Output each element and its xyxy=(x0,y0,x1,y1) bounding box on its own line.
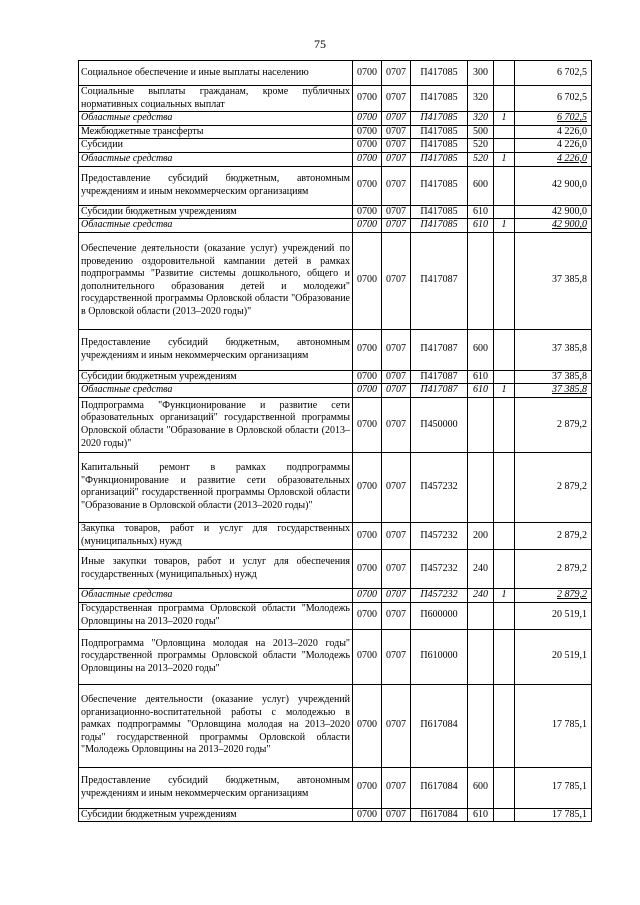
target-item-code-cell: П617084 xyxy=(411,808,468,822)
funding-source-cell xyxy=(494,329,515,370)
page-number: 75 xyxy=(314,37,326,51)
subsection-code-cell: 0707 xyxy=(382,808,411,822)
target-item-code-cell: П417085 xyxy=(411,112,468,126)
subsection-code-cell: 0707 xyxy=(382,219,411,233)
expense-type-code-cell: 240 xyxy=(468,549,494,588)
funding-source-cell xyxy=(494,549,515,588)
table-row xyxy=(79,152,592,166)
subsection-code-cell: 0707 xyxy=(382,684,411,767)
expense-type-code-cell: 520 xyxy=(468,152,494,166)
section-code-cell: 0700 xyxy=(353,152,382,166)
amount-cell: 6 702,5 xyxy=(515,112,592,126)
table-row xyxy=(79,452,592,522)
section-code-cell: 0700 xyxy=(353,205,382,219)
amount-cell: 6 702,5 xyxy=(515,86,592,112)
amount-cell: 17 785,1 xyxy=(515,767,592,808)
section-code-cell: 0700 xyxy=(353,549,382,588)
budget-table xyxy=(78,60,592,822)
amount-cell: 37 385,8 xyxy=(515,384,592,398)
expense-name-cell: Иные закупки товаров, работ и услуг для обеспечения государственных (муниципальных) нужд xyxy=(79,549,353,588)
funding-source-cell xyxy=(494,125,515,139)
subsection-code-cell: 0707 xyxy=(382,522,411,549)
section-code-cell: 0700 xyxy=(353,629,382,684)
subsection-code-cell: 0707 xyxy=(382,61,411,86)
funding-source-cell: 1 xyxy=(494,219,515,233)
table-row xyxy=(79,384,592,398)
expense-name-cell: Государственная программа Орловской области "Молодежь Орловщины на 2013–2020 годы" xyxy=(79,602,353,629)
subsection-code-cell: 0707 xyxy=(382,549,411,588)
expense-name-cell: Закупка товаров, работ и услуг для государственных (муниципальных) нужд xyxy=(79,522,353,549)
table-row xyxy=(79,808,592,822)
section-code-cell: 0700 xyxy=(353,522,382,549)
section-code-cell: 0700 xyxy=(353,384,382,398)
target-item-code-cell: П617084 xyxy=(411,684,468,767)
expense-name-cell: Предоставление субсидий бюджетным, автономным учреждениям и иным некоммерческим организациям xyxy=(79,767,353,808)
section-code-cell: 0700 xyxy=(353,397,382,452)
funding-source-cell xyxy=(494,61,515,86)
table-row xyxy=(79,549,592,588)
expense-name-cell: Предоставление субсидий бюджетным, автономным учреждениям и иным некоммерческим организациям xyxy=(79,329,353,370)
expense-type-code-cell xyxy=(468,232,494,329)
amount-cell: 4 226,0 xyxy=(515,139,592,153)
table-row xyxy=(79,397,592,452)
subsection-code-cell: 0707 xyxy=(382,166,411,205)
amount-cell: 2 879,2 xyxy=(515,452,592,522)
table-row xyxy=(79,329,592,370)
subsection-code-cell: 0707 xyxy=(382,112,411,126)
funding-source-cell: 1 xyxy=(494,112,515,126)
funding-source-cell xyxy=(494,452,515,522)
expense-name-cell: Предоставление субсидий бюджетным, автономным учреждениям и иным некоммерческим организациям xyxy=(79,166,353,205)
table-row xyxy=(79,125,592,139)
budget-table-body xyxy=(79,61,592,822)
section-code-cell: 0700 xyxy=(353,684,382,767)
amount-cell: 42 900,0 xyxy=(515,205,592,219)
expense-name-cell: Капитальный ремонт в рамках подпрограммы "Функционирование и развитие сети образовательных организаций" государственной программы Орловской области "Образование в Орловской области (2013–2020 годы)" xyxy=(79,452,353,522)
target-item-code-cell: П417087 xyxy=(411,329,468,370)
expense-name-cell: Субсидии бюджетным учреждениям xyxy=(79,370,353,384)
expense-type-code-cell: 200 xyxy=(468,522,494,549)
expense-name-cell: Субсидии xyxy=(79,139,353,153)
expense-type-code-cell: 500 xyxy=(468,125,494,139)
target-item-code-cell: П450000 xyxy=(411,397,468,452)
section-code-cell: 0700 xyxy=(353,219,382,233)
expense-name-cell: Областные средства xyxy=(79,219,353,233)
section-code-cell: 0700 xyxy=(353,602,382,629)
subsection-code-cell: 0707 xyxy=(382,452,411,522)
target-item-code-cell: П617084 xyxy=(411,767,468,808)
funding-source-cell xyxy=(494,602,515,629)
expense-name-cell: Подпрограмма "Орловщина молодая на 2013–2020 годы" государственной программы Орловской области "Молодежь Орловщины на 2013–2020 годы" xyxy=(79,629,353,684)
funding-source-cell xyxy=(494,205,515,219)
target-item-code-cell: П610000 xyxy=(411,629,468,684)
amount-cell: 42 900,0 xyxy=(515,219,592,233)
expense-name-cell: Субсидии бюджетным учреждениям xyxy=(79,808,353,822)
section-code-cell: 0700 xyxy=(353,166,382,205)
target-item-code-cell: П457232 xyxy=(411,588,468,602)
target-item-code-cell: П417087 xyxy=(411,370,468,384)
table-row xyxy=(79,588,592,602)
amount-cell: 37 385,8 xyxy=(515,232,592,329)
section-code-cell: 0700 xyxy=(353,232,382,329)
expense-name-cell: Социальное обеспечение и иные выплаты населению xyxy=(79,61,353,86)
target-item-code-cell: П417087 xyxy=(411,232,468,329)
target-item-code-cell: П417085 xyxy=(411,152,468,166)
table-row xyxy=(79,61,592,86)
target-item-code-cell: П417085 xyxy=(411,219,468,233)
table-row xyxy=(79,522,592,549)
target-item-code-cell: П417085 xyxy=(411,125,468,139)
target-item-code-cell: П417085 xyxy=(411,139,468,153)
table-row xyxy=(79,112,592,126)
section-code-cell: 0700 xyxy=(353,588,382,602)
funding-source-cell xyxy=(494,767,515,808)
expense-type-code-cell: 610 xyxy=(468,808,494,822)
target-item-code-cell: П457232 xyxy=(411,452,468,522)
expense-type-code-cell: 610 xyxy=(468,384,494,398)
amount-cell: 42 900,0 xyxy=(515,166,592,205)
section-code-cell: 0700 xyxy=(353,767,382,808)
expense-name-cell: Социальные выплаты гражданам, кроме публичных нормативных социальных выплат xyxy=(79,86,353,112)
subsection-code-cell: 0707 xyxy=(382,602,411,629)
target-item-code-cell: П417087 xyxy=(411,384,468,398)
amount-cell: 2 879,2 xyxy=(515,397,592,452)
funding-source-cell xyxy=(494,522,515,549)
funding-source-cell xyxy=(494,684,515,767)
expense-type-code-cell: 610 xyxy=(468,205,494,219)
target-item-code-cell: П417085 xyxy=(411,166,468,205)
subsection-code-cell: 0707 xyxy=(382,232,411,329)
expense-type-code-cell xyxy=(468,452,494,522)
expense-type-code-cell xyxy=(468,629,494,684)
section-code-cell: 0700 xyxy=(353,452,382,522)
amount-cell: 6 702,5 xyxy=(515,61,592,86)
table-row xyxy=(79,767,592,808)
table-row xyxy=(79,232,592,329)
amount-cell: 20 519,1 xyxy=(515,602,592,629)
table-row xyxy=(79,370,592,384)
section-code-cell: 0700 xyxy=(353,370,382,384)
funding-source-cell xyxy=(494,629,515,684)
funding-source-cell xyxy=(494,808,515,822)
table-row xyxy=(79,219,592,233)
table-row xyxy=(79,684,592,767)
subsection-code-cell: 0707 xyxy=(382,629,411,684)
expense-type-code-cell: 600 xyxy=(468,767,494,808)
expense-type-code-cell: 600 xyxy=(468,329,494,370)
table-row xyxy=(79,602,592,629)
expense-type-code-cell: 600 xyxy=(468,166,494,205)
subsection-code-cell: 0707 xyxy=(382,767,411,808)
expense-name-cell: Межбюджетные трансферты xyxy=(79,125,353,139)
funding-source-cell xyxy=(494,370,515,384)
subsection-code-cell: 0707 xyxy=(382,370,411,384)
expense-type-code-cell: 320 xyxy=(468,112,494,126)
amount-cell: 2 879,2 xyxy=(515,588,592,602)
subsection-code-cell: 0707 xyxy=(382,86,411,112)
section-code-cell: 0700 xyxy=(353,329,382,370)
table-row xyxy=(79,139,592,153)
expense-type-code-cell: 320 xyxy=(468,86,494,112)
expense-name-cell: Областные средства xyxy=(79,152,353,166)
subsection-code-cell: 0707 xyxy=(382,588,411,602)
subsection-code-cell: 0707 xyxy=(382,397,411,452)
subsection-code-cell: 0707 xyxy=(382,139,411,153)
table-row xyxy=(79,205,592,219)
expense-type-code-cell xyxy=(468,684,494,767)
target-item-code-cell: П457232 xyxy=(411,522,468,549)
expense-type-code-cell: 240 xyxy=(468,588,494,602)
table-row xyxy=(79,629,592,684)
target-item-code-cell: П417085 xyxy=(411,86,468,112)
expense-type-code-cell: 610 xyxy=(468,219,494,233)
expense-name-cell: Областные средства xyxy=(79,588,353,602)
expense-name-cell: Обеспечение деятельности (оказание услуг) учреждений организационно-воспитательной работы с молодежью в рамках подпрограммы "Орловщина молодая на 2013–2020 годы" государственной программы Орловской области "Молодежь Орловщины на 2013–2020 годы" xyxy=(79,684,353,767)
funding-source-cell xyxy=(494,166,515,205)
expense-type-code-cell: 520 xyxy=(468,139,494,153)
funding-source-cell: 1 xyxy=(494,152,515,166)
expense-name-cell: Областные средства xyxy=(79,112,353,126)
expense-type-code-cell xyxy=(468,602,494,629)
expense-name-cell: Субсидии бюджетным учреждениям xyxy=(79,205,353,219)
section-code-cell: 0700 xyxy=(353,112,382,126)
subsection-code-cell: 0707 xyxy=(382,125,411,139)
amount-cell: 20 519,1 xyxy=(515,629,592,684)
subsection-code-cell: 0707 xyxy=(382,329,411,370)
amount-cell: 4 226,0 xyxy=(515,152,592,166)
target-item-code-cell: П600000 xyxy=(411,602,468,629)
amount-cell: 4 226,0 xyxy=(515,125,592,139)
section-code-cell: 0700 xyxy=(353,139,382,153)
amount-cell: 17 785,1 xyxy=(515,684,592,767)
subsection-code-cell: 0707 xyxy=(382,152,411,166)
expense-name-cell: Областные средства xyxy=(79,384,353,398)
expense-type-code-cell: 300 xyxy=(468,61,494,86)
expense-type-code-cell xyxy=(468,397,494,452)
funding-source-cell: 1 xyxy=(494,588,515,602)
section-code-cell: 0700 xyxy=(353,61,382,86)
section-code-cell: 0700 xyxy=(353,86,382,112)
section-code-cell: 0700 xyxy=(353,125,382,139)
funding-source-cell xyxy=(494,397,515,452)
section-code-cell: 0700 xyxy=(353,808,382,822)
expense-name-cell: Обеспечение деятельности (оказание услуг) учреждений по проведению оздоровительной кампании детей в рамках подпрограммы "Развитие системы дошкольного, общего и дополнительного образования детей и молодежи" государственной программы Орловской области "Образование в Орловской области (2013–2020 годы)" xyxy=(79,232,353,329)
target-item-code-cell: П457232 xyxy=(411,549,468,588)
amount-cell: 37 385,8 xyxy=(515,329,592,370)
funding-source-cell xyxy=(494,139,515,153)
funding-source-cell: 1 xyxy=(494,384,515,398)
funding-source-cell xyxy=(494,86,515,112)
amount-cell: 2 879,2 xyxy=(515,522,592,549)
subsection-code-cell: 0707 xyxy=(382,205,411,219)
expense-name-cell: Подпрограмма "Функционирование и развитие сети образовательных организаций" государственной программы Орловской области "Образование в Орловской области (2013–2020 годы)" xyxy=(79,397,353,452)
table-row xyxy=(79,86,592,112)
amount-cell: 2 879,2 xyxy=(515,549,592,588)
table-row xyxy=(79,166,592,205)
funding-source-cell xyxy=(494,232,515,329)
amount-cell: 37 385,8 xyxy=(515,370,592,384)
amount-cell: 17 785,1 xyxy=(515,808,592,822)
expense-type-code-cell: 610 xyxy=(468,370,494,384)
target-item-code-cell: П417085 xyxy=(411,61,468,86)
subsection-code-cell: 0707 xyxy=(382,384,411,398)
target-item-code-cell: П417085 xyxy=(411,205,468,219)
